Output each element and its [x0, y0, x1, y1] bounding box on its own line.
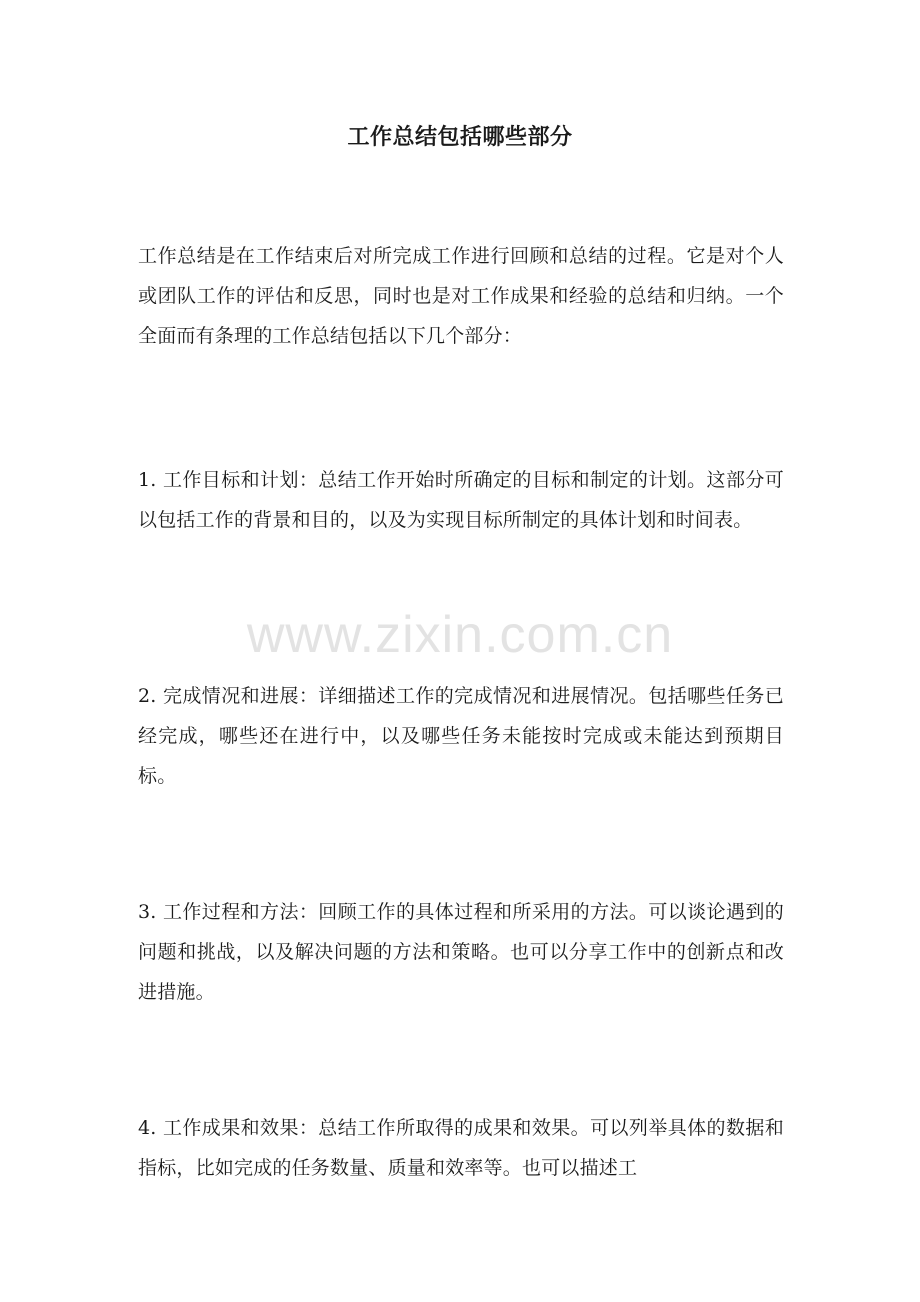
intro-paragraph: 工作总结是在工作结束后对所完成工作进行回顾和总结的过程。它是对个人或团队工作的评估和反思，同时也是对工作成果和经验的总结和归纳。一个全面而有条理的工作总结包括以下几个部分：	[138, 245, 784, 347]
section-4-paragraph: 4. 工作成果和效果：总结工作所取得的成果和效果。可以列举具体的数据和指标，比如完成的任务数量、质量和效率等。也可以描述工	[138, 1117, 784, 1179]
section-3-paragraph: 3. 工作过程和方法：回顾工作的具体过程和所采用的方法。可以谈论遇到的问题和挑战，以及解决问题的方法和策略。也可以分享工作中的创新点和改进措施。	[138, 901, 784, 1003]
section-1-paragraph: 1. 工作目标和计划：总结工作开始时所确定的目标和制定的计划。这部分可以包括工作的背景和目的，以及为实现目标所制定的具体计划和时间表。	[138, 469, 784, 531]
section-2-paragraph: 2. 完成情况和进展：详细描述工作的完成情况和进展情况。包括哪些任务已经完成，哪些还在进行中，以及哪些任务未能按时完成或未能达到预期目标。	[138, 685, 784, 787]
watermark-text: www.zixin.com.cn	[246, 606, 674, 664]
document-title: 工作总结包括哪些部分	[347, 125, 573, 150]
